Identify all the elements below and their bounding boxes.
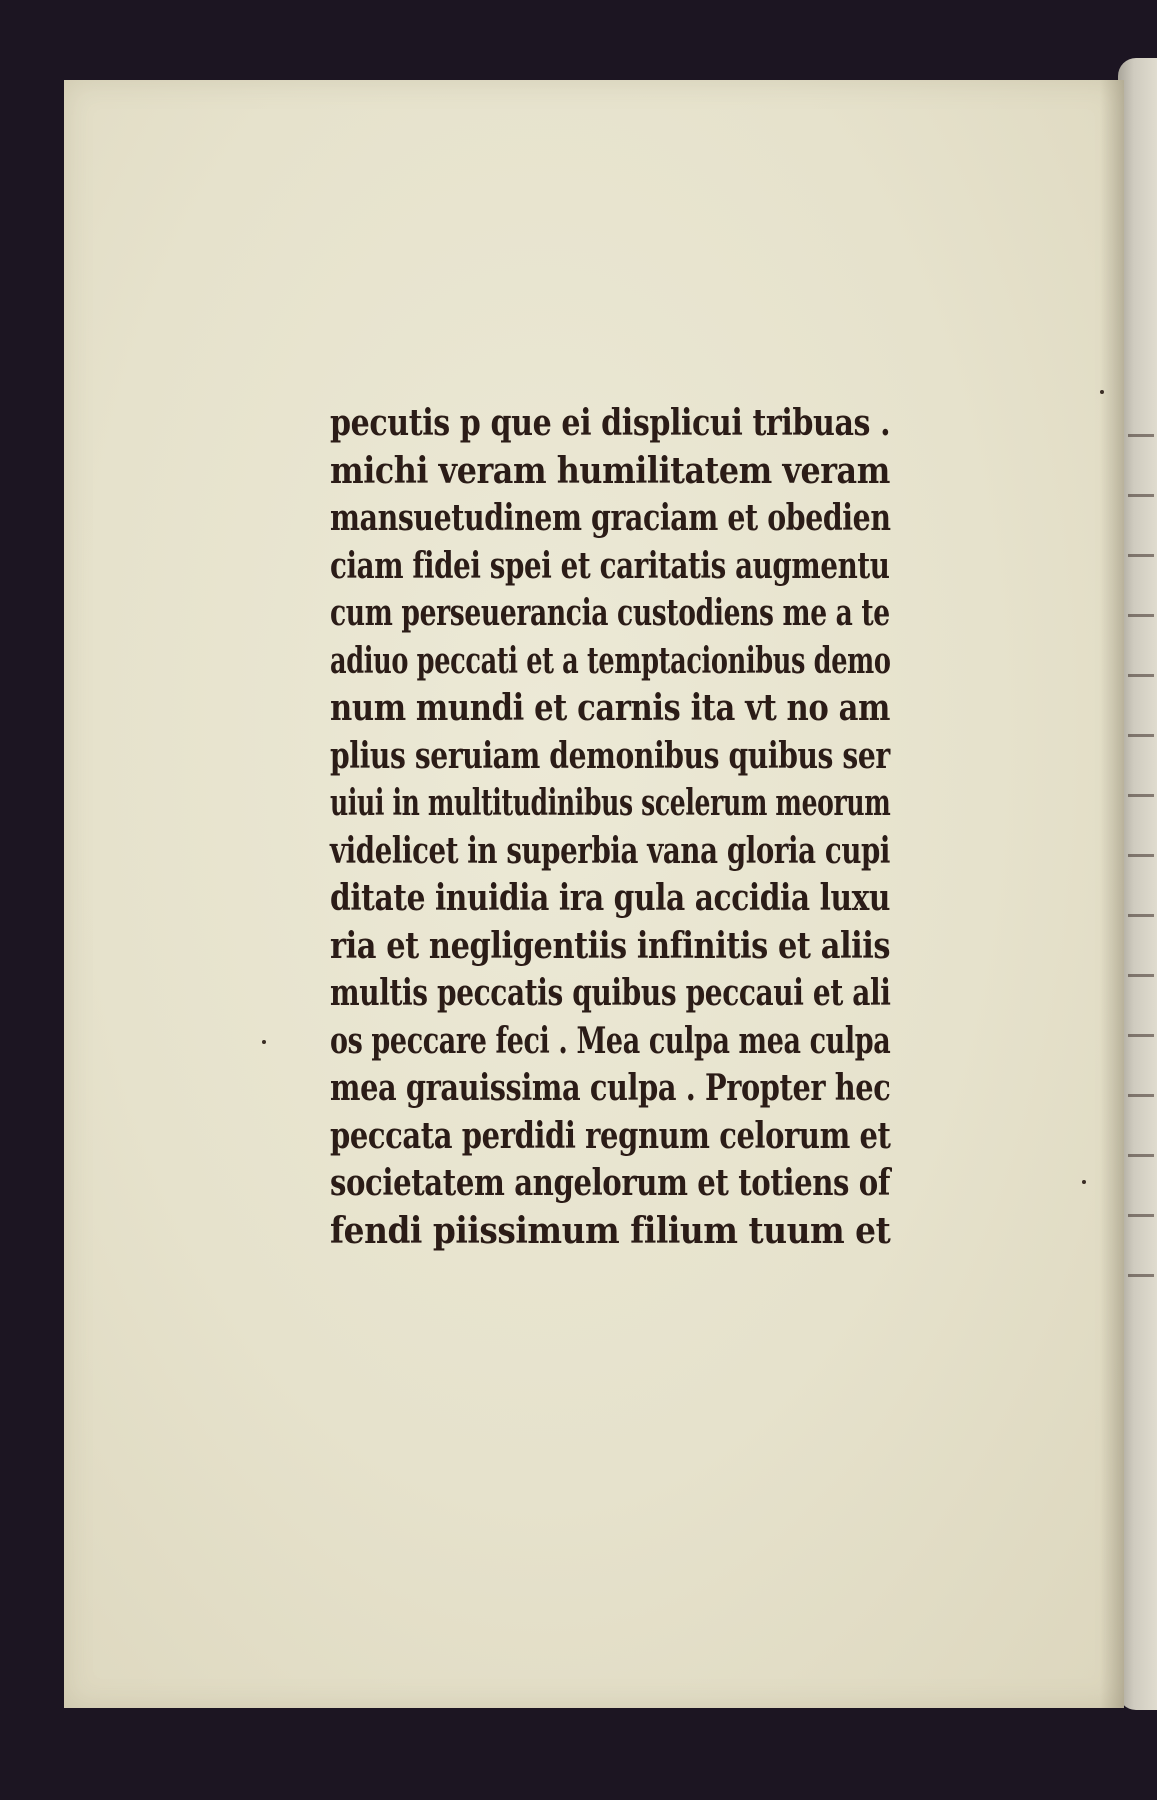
show-through-line <box>1128 1078 1154 1097</box>
text-line: cum perseuerancia custodiens me a te <box>330 592 890 634</box>
show-through-line <box>1128 1198 1154 1217</box>
text-line: michi veram humilitatem veram <box>330 449 890 492</box>
text-line: adiuo peccati et a temptacionibus demo <box>330 639 891 682</box>
show-through-line <box>1128 478 1154 497</box>
text-line: plius seruiam demonibus quibus ser <box>330 734 890 777</box>
text-line: uiui in multitudinibus scelerum meorum <box>330 782 891 824</box>
manuscript-text-block <box>330 400 890 1255</box>
show-through-line <box>1128 898 1154 917</box>
text-line: societatem angelorum et totiens of <box>330 1162 890 1204</box>
show-through-line <box>1128 658 1154 677</box>
show-through-line <box>1128 538 1154 557</box>
show-through-line <box>1128 598 1154 617</box>
show-through-line <box>1128 838 1154 857</box>
text-line: mansuetudinem graciam et obedien <box>330 497 891 539</box>
text-line: ria et negligentiis infinitis et aliis <box>330 924 891 967</box>
ink-speck <box>262 1040 266 1044</box>
text-line: videlicet in superbia vana gloria cupi <box>330 829 891 872</box>
ink-speck <box>1100 390 1104 394</box>
show-through-line <box>1128 958 1154 977</box>
text-line: pecutis p que ei displicui tribuas . <box>330 402 891 444</box>
show-through-line <box>1128 1018 1154 1037</box>
text-line: ditate inuidia ira gula accidia luxu <box>330 877 891 919</box>
show-through-line <box>1128 718 1154 737</box>
show-through-line <box>1128 1138 1154 1157</box>
ink-speck <box>1082 1180 1086 1184</box>
text-line: num mundi et carnis ita vt no am <box>330 687 891 729</box>
text-line: multis peccatis quibus peccaui et ali <box>330 972 891 1014</box>
text-line: mea grauissima culpa . Propter hec <box>330 1067 891 1109</box>
show-through-line <box>1128 1258 1154 1277</box>
show-through-line <box>1128 418 1154 437</box>
text-line: os peccare feci . Mea culpa mea culpa <box>330 1019 891 1062</box>
text-line: ciam fidei spei et caritatis augmentu <box>330 544 890 587</box>
text-line: fendi piissimum filium tuum et <box>330 1209 891 1252</box>
show-through-line <box>1128 778 1154 797</box>
text-line: peccata perdidi regnum celorum et <box>330 1114 891 1157</box>
